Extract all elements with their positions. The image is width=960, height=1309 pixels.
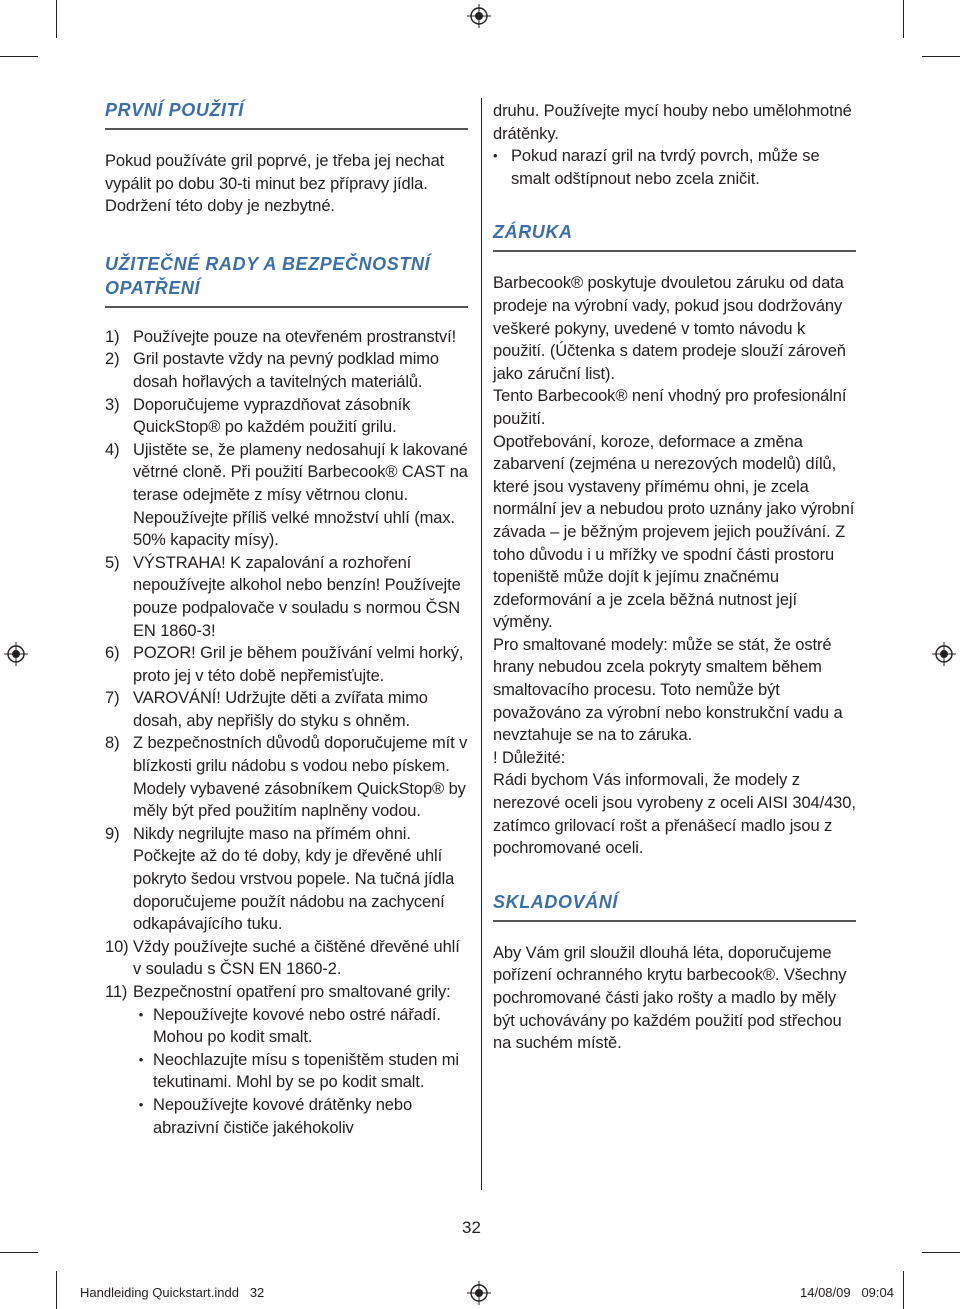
list-item: 2) Gril postavte vždy na pevný podklad mimo dosah hořlavých a tavitelných materiálů. <box>105 350 439 391</box>
list-item: 11) Bezpečnostní opatření pro smaltované grily: <box>105 983 451 1001</box>
warranty-paragraph: Rádi bychom Vás informovali, že modely z nerezové oceli jsou vyrobeny z oceli AISI 304/430, zatímco grilovací rošt a přenášecí madlo jsou z pochromované oceli. <box>493 771 856 858</box>
heading-rule <box>493 250 856 252</box>
list-item: 6) POZOR! Gril je během používání velmi horký, proto jej v této době nepřemisťujte. <box>105 644 464 685</box>
list-item: 8) Z bezpečnostních důvodů doporučujeme mít v blízkosti grilu nádobu s vodou nebo pískem. Modely vybavené zásobníkem QuickStop® by měly být před použitím naplněny vodou. <box>105 734 468 821</box>
list-item: • Nepoužívejte kovové nebo ostré nářadí. Mohou po kodit smalt. <box>129 1004 468 1049</box>
list-item: 9) Nikdy negrilujte maso na přímém ohni. Počkejte až do té doby, kdy je dřevěné uhlí pokryto šedou vrstvou popele. Na tučná jídla doporučujeme použít nádobu na zachycení odkapávajícího tuku. <box>105 824 455 934</box>
list-item: • Pokud narazí gril na tvrdý povrch, může se smalt odštípnout nebo zcela zničit. <box>493 145 856 190</box>
crop-mark <box>922 1252 960 1253</box>
safety-heading-line1: UŽITEČNÉ RADY A BEZPEČNOSTNÍ <box>105 253 431 274</box>
left-column <box>105 98 468 1139</box>
heading-rule <box>105 306 468 308</box>
list-item: • Nepoužívejte kovové drátěnky nebo abrazivní čističe jakéhokoliv <box>129 1094 468 1139</box>
list-item: 10) Vždy používejte suché a čištěné dřevěné uhlí v souladu s ČSN EN 1860-2. <box>105 937 460 979</box>
column-divider <box>481 98 482 1190</box>
section-heading-safety <box>105 252 468 300</box>
crop-mark <box>56 1271 57 1309</box>
warranty-paragraph: Opotřebování, koroze, deformace a změna zabarvení (zejména u nerezových modelů) dílů, které jsou vystaveny přímému ohni, je zcela normální jev a nebudou proto uznány jako výrobní závada – je běžným projevem jejich používání. Z toho důvodu i u mřížky ve spodní části prostoru topeniště může dojít k jejímu značnému zdeformování a je zcela běžná nutnost její výměny. <box>493 432 855 632</box>
list-item: 4) Ujistěte se, že plameny nedosahují k lakované větrné cloně. Při použití Barbecook® CAST na terase odejměte z mísy větrnou clonu. Nepoužívejte příliš velké množství uhlí (max. 50% kapacity mísy). <box>105 440 468 550</box>
warranty-paragraph: Barbecook® poskytuje dvouletou záruku od data prodeje na výrobní vady, pokud jsou dodržovány veškeré pokyny, uvedené v tomto návodu k použití. (Účtenka s datem prodeje slouží zároveň jako záruční list). <box>493 274 846 383</box>
bullet-icon: • <box>138 1051 144 1067</box>
heading-rule <box>493 920 856 922</box>
section-heading-warranty: ZÁRUKA <box>493 222 573 243</box>
section-heading-storage: SKLADOVÁNÍ <box>493 891 619 912</box>
first-use-paragraph: Pokud používáte gril poprvé, je třeba jej nechat vypálit po dobu 30-ti minut bez přípravy jídla. Dodržení této doby je nezbytné. <box>105 152 445 216</box>
section-heading-first-use: PRVNÍ POUŽITÍ <box>105 100 244 120</box>
bullet-icon: • <box>138 1096 144 1112</box>
crop-mark <box>0 56 38 57</box>
bullet-icon: • <box>138 1006 144 1022</box>
registration-mark-icon <box>4 642 28 666</box>
footer-filename: Handleiding Quickstart.indd 32 <box>80 1285 265 1300</box>
registration-mark-icon <box>467 4 491 28</box>
registration-mark-icon <box>467 1281 491 1305</box>
enamel-bullets <box>129 1004 468 1140</box>
heading-rule <box>105 128 468 130</box>
storage-paragraph: Aby Vám gril sloužil dlouhá léta, doporučujeme pořízení ochranného krytu barbecook®. Všechny pochromované části jako rošty a madlo by měly být uchovávány po každém použití pod střechou na suchém místě. <box>493 943 847 1053</box>
important-label: ! Důležité: <box>493 748 566 767</box>
warranty-paragraph: Pro smaltované modely: může se stát, že ostré hrany nebudou zcela pokryty smaltem během smaltovacího procesu. Toto nemůže být považováno za výrobní nebo konstrukční vadu a nevztahuje se na to záruka. <box>493 635 843 745</box>
list-item: 5) VÝSTRAHA! K zapalování a rozhoření nepoužívejte alkohol nebo benzín! Používejte pouze podpalovače v souladu s normou ČSN EN 1860-3! <box>105 553 461 640</box>
crop-mark <box>903 0 904 38</box>
crop-mark <box>0 1252 38 1253</box>
footer-timestamp: 14/08/09 09:04 <box>800 1285 894 1300</box>
crop-mark <box>903 1271 904 1309</box>
right-column <box>493 100 856 1055</box>
list-item: • Neochlazujte mísu s topeništěm studen mi tekutinami. Mohl by se po kodit smalt. <box>129 1049 468 1094</box>
list-item: 1) Používejte pouze na otevřeném prostranství! <box>105 327 457 346</box>
bullet-icon: • <box>493 148 498 164</box>
warranty-paragraph: Tento Barbecook® není vhodný pro profesionální použití. <box>493 387 847 428</box>
registration-mark-icon <box>932 642 956 666</box>
safety-heading-line2: OPATŘENÍ <box>105 277 201 298</box>
crop-mark <box>56 0 57 38</box>
continued-text: druhu. Používejte mycí houby nebo umělohmotné drátěnky. <box>493 102 852 143</box>
list-item: 3) Doporučujeme vyprazdňovat zásobník QuickStop® po každém použití grilu. <box>105 395 411 437</box>
page-number: 32 <box>462 1218 481 1237</box>
crop-mark <box>922 56 960 57</box>
list-item: 7) VAROVÁNÍ! Udržujte děti a zvířata mimo dosah, aby nepřišly do styku s ohněm. <box>105 689 428 730</box>
safety-list <box>105 326 468 1139</box>
